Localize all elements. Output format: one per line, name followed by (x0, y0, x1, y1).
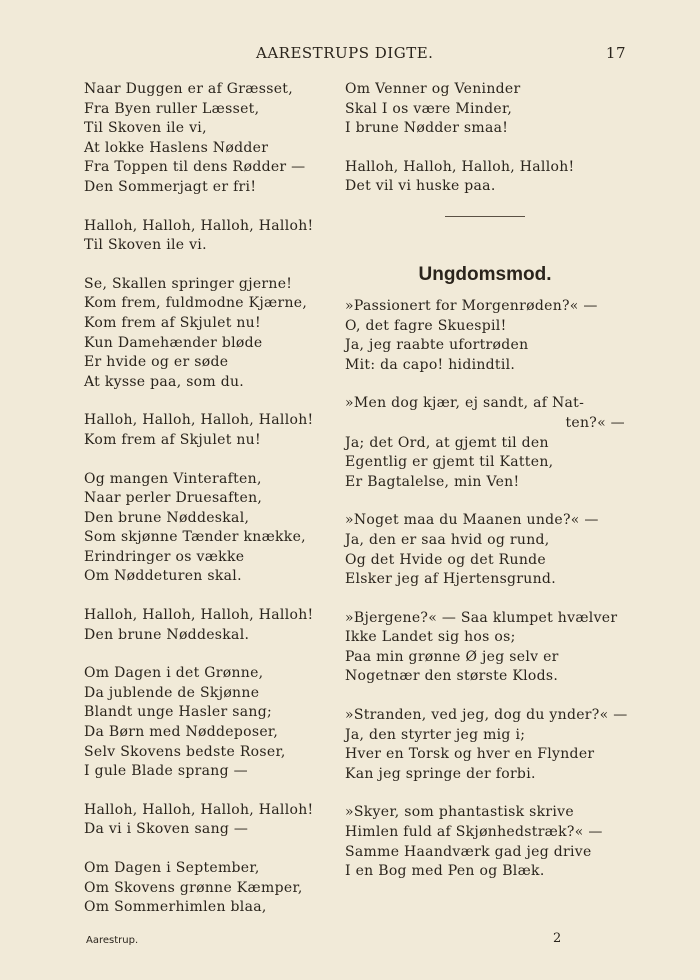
verse-line: »Skyer, som phantastisk skrive (345, 804, 574, 821)
verse-line: Om Dagen i det Grønne, (84, 665, 264, 682)
verse-line: Om Nøddeturen skal. (84, 568, 242, 585)
verse-line: Til Skoven ile vi. (84, 237, 207, 254)
verse-line: Halloh, Halloh, Halloh, Halloh! (345, 158, 575, 175)
stanza (345, 609, 625, 687)
verse-line: Samme Haandværk gad jeg drive (345, 843, 592, 860)
verse-line: »Stranden, ved jeg, dog du ynder?« — (345, 707, 628, 724)
verse-line: Kom frem af Skjulet nu! (84, 431, 261, 448)
verse-line: Kun Damehænder bløde (84, 334, 263, 351)
verse-line: Til Skoven ile vi, (84, 120, 207, 137)
verse-line: Om Dagen i September, (84, 860, 260, 876)
stanza (84, 859, 330, 918)
verse-line: Den brune Nøddeskal, (84, 509, 250, 526)
verse-line: I en Bog med Pen og Blæk. (345, 863, 545, 880)
stanza (84, 664, 330, 782)
verse-line: Den Sommerjagt er fri! (84, 178, 257, 195)
verse-line: Naar perler Druesaften, (84, 490, 263, 507)
poem-title: Ungdomsmod. (418, 263, 552, 285)
running-header (0, 44, 700, 68)
verse-line: Ja, den er saa hvid og rund, (345, 531, 550, 548)
verse-line-continuation: ten?« — (565, 414, 625, 431)
page-number: 17 (605, 44, 626, 62)
verse-line: Om Venner og Veninder (345, 81, 521, 97)
verse-line: Fra Toppen til dens Rødder — (84, 159, 306, 176)
stanza (345, 297, 625, 375)
stanza (345, 80, 625, 139)
stanza (84, 801, 330, 840)
verse-line: I brune Nødder smaa! (345, 120, 509, 137)
verse-line: Det vil vi huske paa. (345, 178, 496, 195)
verse-line: Da vi i Skoven sang — (84, 821, 249, 838)
verse-line: Om Skovens grønne Kæmper, (84, 879, 303, 896)
verse-line: Ja, den styrter jeg mig i; (345, 726, 526, 743)
section-divider (445, 216, 525, 217)
verse-line: Da jublende de Skjønne (84, 684, 260, 701)
verse-line: Og det Hvide og det Runde (345, 551, 546, 568)
header-title: AARESTRUPS DIGTE. (256, 44, 434, 62)
verse-line: Paa min grønne Ø jeg selv er (345, 648, 559, 665)
verse-line: Halloh, Halloh, Halloh, Halloh! (84, 217, 314, 234)
verse-line: At lokke Haslens Nødder (84, 139, 269, 156)
verse-line: Naar Duggen er af Græsset, (84, 81, 293, 97)
verse-line: Hver en Torsk og hver en Flynder (345, 746, 595, 763)
stanza (84, 217, 330, 256)
verse-line: Halloh, Halloh, Halloh, Halloh! (84, 801, 314, 818)
stanza (345, 158, 625, 197)
verse-line: Fra Byen ruller Læsset, (84, 100, 260, 117)
verse-line: Egentlig er gjemt til Katten, (345, 454, 554, 471)
verse-line: Halloh, Halloh, Halloh, Halloh! (84, 412, 314, 429)
verse-line: Ikke Landet sig hos os; (345, 629, 516, 646)
verse-line: Og mangen Vinteraften, (84, 470, 262, 487)
stanza (84, 606, 330, 645)
verse-line: Da Børn med Nøddeposer, (84, 724, 279, 741)
verse-line: Ja, jeg raabte ufortrøden (345, 337, 529, 354)
verse-line: Kom frem, fuldmodne Kjærne, (84, 295, 308, 312)
verse-line: Elsker jeg af Hjertensgrund. (345, 571, 556, 588)
stanza (84, 470, 330, 588)
verse-line: Blandt unge Hasler sang; (84, 704, 272, 721)
verse-line: Himlen fuld af Skjønhedstræk?« — (345, 824, 603, 841)
stanza (345, 394, 625, 492)
verse-line: Som skjønne Tænder knække, (84, 529, 306, 546)
verse-line: Kan jeg springe der forbi. (345, 765, 536, 782)
verse-line: Er hvide og er søde (84, 354, 229, 371)
verse-line: Nogetnær den største Klods. (345, 668, 559, 685)
verse-line: Skal I os være Minder, (345, 100, 513, 117)
verse-line: »Bjergene?« — Saa klumpet hvælver (345, 609, 618, 626)
right-column (345, 80, 628, 901)
verse-line: Halloh, Halloh, Halloh, Halloh! (84, 607, 314, 624)
verse-line: Er Bagtalelse, min Ven! (345, 473, 520, 490)
stanza (345, 706, 628, 784)
sheet-number: 2 (553, 931, 562, 946)
verse-line: Mit: da capo! hidindtil. (345, 356, 516, 373)
stanza (345, 511, 625, 589)
verse-line: Om Sommerhimlen blaa, (84, 899, 267, 916)
verse-line: At kysse paa, som du. (84, 373, 245, 390)
verse-line: Den brune Nøddeskal. (84, 626, 250, 643)
verse-line: »Passionert for Morgenrøden?« — (345, 297, 598, 314)
stanza (84, 80, 330, 198)
signature-mark: Aarestrup. (86, 935, 139, 946)
stanza (84, 411, 330, 450)
verse-line: O, det fagre Skuespil! (345, 317, 507, 334)
verse-line: Ja; det Ord, at gjemt til den (345, 434, 549, 451)
verse-line: Erindringer os vække (84, 548, 245, 565)
verse-line: I gule Blade sprang — (84, 763, 248, 780)
verse-line: Selv Skovens bedste Roser, (84, 743, 286, 760)
verse-line: »Men dog kjær, ej sandt, af Nat- (345, 395, 585, 412)
verse-line: »Noget maa du Maanen unde?« — (345, 512, 599, 529)
verse-line: Kom frem af Skjulet nu! (84, 314, 261, 331)
stanza (84, 275, 330, 393)
verse-line: Se, Skallen springer gjerne! (84, 275, 293, 292)
stanza (345, 803, 625, 881)
left-column (84, 80, 330, 937)
